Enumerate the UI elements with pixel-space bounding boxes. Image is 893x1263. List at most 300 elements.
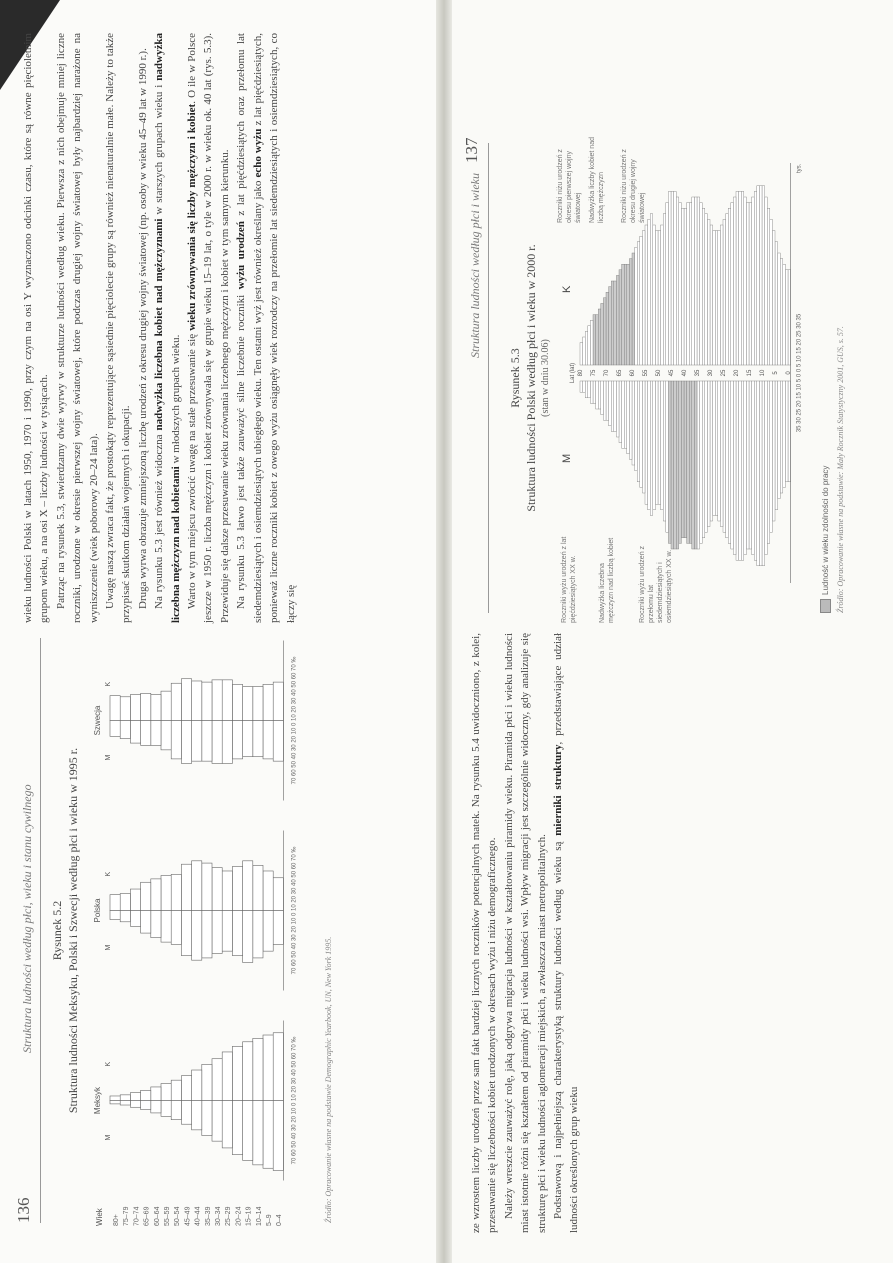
female-bar (746, 203, 749, 365)
pyramid-country-name: Polska (93, 898, 102, 923)
male-bar (627, 381, 630, 454)
male-bar (772, 381, 775, 521)
male-bar (141, 721, 151, 746)
female-bar (718, 231, 721, 365)
male-bar (765, 381, 768, 555)
female-bar (700, 203, 703, 365)
right-paragraph (501, 633, 550, 1233)
female-bar (273, 878, 283, 911)
figure-5-2-title: Struktura ludności Meksyku, Polski i Szwecji według płci i wieku w 1995 r. (66, 747, 80, 1114)
female-bar (707, 219, 710, 365)
female-bar (596, 315, 599, 365)
male-bar (640, 381, 643, 487)
female-bar (676, 197, 679, 365)
percent-axis-labels: 70 60 50 40 30 20 10 0 10 20 30 40 50 60 70 ‰ (291, 846, 298, 975)
male-bar (736, 381, 739, 560)
figure-5-2-label: Rysunek 5.2 (50, 900, 64, 961)
male-bar (243, 1101, 253, 1161)
right-paragraph (468, 633, 501, 1233)
male-bar (151, 1101, 161, 1113)
female-bar (622, 264, 625, 365)
annotation-wyz-1950s: Roczniki wyżu urodzeń z lat pięćdziesiątych XX w. (561, 536, 577, 623)
male-bar (603, 381, 606, 420)
male-bar (778, 381, 781, 499)
female-bar (583, 337, 586, 365)
female-bar (697, 197, 700, 365)
male-bar (141, 911, 151, 934)
female-bar (171, 874, 181, 910)
male-bar (689, 381, 692, 543)
age-tick-label: 25 (721, 369, 727, 377)
female-bar (130, 695, 140, 721)
text-run: Uwagę naszą zwraca fakt, że prostokąty reprezentujące sąsiednie pięciolecie grupy są również nienaturalnie małe. Należy to także przypisać skutkom działań wojennych i okupacji. (104, 33, 133, 623)
male-bar (243, 911, 253, 963)
female-bar (202, 1064, 212, 1100)
female-bar (243, 687, 253, 721)
male-bar (609, 381, 612, 426)
male-bar (700, 381, 703, 543)
male-bar (661, 381, 664, 510)
male-bar (720, 381, 723, 527)
male-label: M (105, 1134, 112, 1141)
female-bar (130, 889, 140, 910)
male-bar (728, 381, 731, 543)
female-bar (684, 208, 687, 365)
female-bar (741, 191, 744, 365)
text-run: w młodszych grupach wieku. (169, 334, 182, 467)
female-bar (681, 208, 684, 365)
female-bar (780, 259, 783, 365)
male-bar (585, 381, 588, 398)
age-group-label: 20–24 (235, 1206, 243, 1226)
right-running-head: Struktura ludności według płci i wieku (468, 173, 482, 358)
female-bar (263, 684, 273, 720)
female-bar (585, 331, 588, 365)
female-bar (728, 208, 731, 365)
male-bar (635, 381, 638, 471)
left-page-content (0, 0, 440, 1263)
male-bar (151, 721, 161, 746)
male-bar (687, 381, 690, 543)
female-bar (668, 191, 671, 365)
female-bar (733, 197, 736, 365)
male-bar (775, 381, 778, 510)
text-run: . O ile w Polsce jeszcze w 1950 r. liczba mężczyzn i kobiet zrównywała się w grupie wieku 15–19 lat, o tyle w 2000 r. w wieku ok. 40 lat (rys. 5.3). Przewiduje się dalsze przesuwanie wieku zrównania liczebnego mężczyzn i kobiet w tym samym kierunku. (186, 33, 231, 623)
figure-5-3-label: Rysunek 5.3 (508, 348, 522, 408)
age-group-label: 40–44 (194, 1206, 202, 1226)
male-bar (671, 381, 674, 549)
male-bar (741, 381, 744, 560)
male-bar (243, 721, 253, 757)
male-bar (192, 1101, 202, 1130)
female-bar (689, 203, 692, 365)
male-bar (192, 721, 202, 762)
female-bar (181, 864, 191, 910)
male-bar (726, 381, 729, 538)
male-bar (263, 911, 273, 952)
male-bar (273, 721, 283, 762)
female-bar (120, 894, 130, 911)
female-bar (614, 281, 617, 365)
female-bar (110, 696, 120, 721)
male-bar (681, 381, 684, 538)
legend-label: Ludność w wieku zdolności do pracy (821, 465, 830, 595)
male-bar (588, 381, 591, 398)
figure-5-3-source: Źródło: Opracowanie własne na podstawie: Mały Rocznik Statystyczny 2001, GUS, s. 57. (836, 326, 845, 613)
male-bar (757, 381, 760, 566)
male-bar (222, 911, 232, 952)
female-bar (679, 203, 682, 365)
count-axis-labels: 35 30 25 20 15 10 5 0 0 5 10 15 20 25 30 35 (796, 313, 803, 433)
male-bar (668, 381, 671, 543)
female-bar (151, 879, 161, 911)
left-page-number: 136 (14, 1197, 33, 1223)
male-bar (181, 911, 191, 956)
female-bar (616, 275, 619, 365)
male-bar (705, 381, 708, 532)
bold-term: wyżu urodzeń (235, 221, 248, 290)
female-bar (705, 214, 708, 365)
male-bar (171, 721, 181, 759)
female-bar (222, 680, 232, 721)
female-bar (694, 197, 697, 365)
female-bar (611, 281, 614, 365)
male-bar (161, 1101, 171, 1117)
female-bar (663, 214, 666, 365)
female-bar (785, 270, 788, 365)
male-bar (666, 381, 669, 532)
male-bar (715, 381, 718, 515)
count-axis-unit: tys. (796, 163, 803, 173)
female-bar (757, 186, 760, 365)
female-bar (192, 861, 202, 911)
female-bar (192, 681, 202, 721)
age-tick-label: 30 (708, 369, 714, 377)
female-bar (606, 292, 609, 365)
female-bar (692, 197, 695, 365)
male-bar (780, 381, 783, 493)
age-tick-label: 50 (656, 369, 662, 377)
male-bar (596, 381, 599, 409)
female-bar (202, 682, 212, 720)
age-tick-label: 10 (760, 369, 766, 377)
female-bar (744, 197, 747, 365)
female-bar (666, 203, 669, 365)
annotation-niz-ww1: Roczniki niżu urodzeń z okresu pierwszej wojny światowej (557, 149, 582, 223)
age-tick-label: 35 (695, 369, 701, 377)
age-tick-label: 75 (591, 369, 597, 377)
male-bar (624, 381, 627, 448)
age-tick-label: 65 (617, 369, 623, 377)
age-group-label: 50–54 (174, 1206, 182, 1226)
female-bar (627, 264, 630, 365)
male-bar (273, 1101, 283, 1171)
annotation-male-surplus: Nadwyżka liczebna mężczyzn nad liczbą kobiet (599, 537, 615, 623)
male-bar (202, 1101, 212, 1136)
male-bar (718, 381, 721, 521)
female-bar (120, 1095, 130, 1101)
female-bar (778, 253, 781, 365)
annotation-niz-ww2: Roczniki niżu urodzeń z okresu drugiej wojny światowej (621, 149, 646, 223)
male-bar (606, 381, 609, 420)
right-head-rule (488, 143, 489, 613)
female-bar (181, 679, 191, 721)
text-run: w starszych grupach wieku i (153, 80, 166, 219)
female-bar (590, 320, 593, 365)
male-bar (645, 381, 648, 504)
female-bar (731, 203, 734, 365)
male-bar (202, 911, 212, 958)
male-label: M (105, 944, 112, 951)
text-run: Należy wreszcie zauważyć rolę, jaką odgrywa migracja ludności w kształtowaniu piramidy wieku. Piramida płci i wieku ludności miast istotnie różni się kształtem od piramidy płci i wieku ludności wsi. Wpływ migracji jest szczególnie widoczny, gdy analizuje się strukturę płci i wieku ludności aglomeracji miejskich, a zwłaszcza miast metropolitalnych. (502, 633, 548, 1233)
female-bar (619, 270, 622, 365)
female-bar (752, 197, 755, 365)
female-bar (736, 191, 739, 365)
age-group-label: 65–69 (143, 1206, 151, 1226)
female-bar (632, 253, 635, 365)
female-bar (110, 895, 120, 911)
male-bar (679, 381, 682, 543)
female-bar (653, 225, 656, 365)
age-tick-label: 0 (786, 371, 792, 375)
male-bar (580, 381, 583, 392)
age-group-label: 55–59 (164, 1206, 171, 1226)
female-bar (749, 203, 752, 365)
male-bar (222, 1101, 232, 1148)
female-bar (202, 863, 212, 910)
age-group-label: 15–19 (245, 1206, 253, 1226)
male-bar (697, 381, 700, 549)
male-bar (629, 381, 632, 459)
left-paragraph (102, 33, 135, 623)
male-bar (616, 381, 619, 437)
age-tick-label: 5 (773, 371, 779, 375)
male-bar (192, 911, 202, 961)
female-bar (603, 298, 606, 365)
female-bar (151, 1087, 161, 1101)
age-group-label: 10–14 (255, 1206, 263, 1226)
age-tick-label: 60 (630, 369, 636, 377)
female-bar (130, 1093, 140, 1101)
female-bar (192, 1070, 202, 1100)
male-bar (253, 1101, 263, 1165)
age-tick-label: 45 (669, 369, 675, 377)
male-bar (744, 381, 747, 555)
female-bar (715, 231, 718, 365)
male-bar (212, 1101, 222, 1142)
male-bar (263, 1101, 273, 1169)
female-bar (161, 876, 171, 911)
female-bar (726, 214, 729, 365)
female-bar (141, 1090, 151, 1100)
male-label: M (561, 453, 573, 463)
age-tick-label: 55 (643, 369, 649, 377)
male-bar (637, 381, 640, 482)
female-bar (212, 1059, 222, 1101)
female-bar (759, 186, 762, 365)
female-bar (687, 203, 690, 365)
female-bar (232, 1046, 242, 1100)
male-bar (120, 721, 130, 739)
female-bar (710, 225, 713, 365)
male-bar (749, 381, 752, 549)
text-run: z lat pięćdziesiątych oraz przełomu lat siedemdziesiątych i osiemdziesiątych ubiegłego wieku. Ten ostatni wyż jest również określany jako (235, 33, 264, 623)
female-bar (141, 882, 151, 910)
figure-5-2-chart (88, 628, 318, 1228)
male-bar (151, 911, 161, 938)
female-bar (580, 343, 583, 365)
female-bar (723, 219, 726, 365)
text-run: Podstawową i najpełniejszą charakterystyką struktury ludności według wieku są (552, 835, 565, 1219)
male-bar (723, 381, 726, 532)
text-run: ze wzrostem liczby urodzeń przez sam fakt bardziej licznych roczników potencjalnych matek. Na rysunku 5.4 uwidoczniono, z kolei, przesuwanie się liczebności kobiet urodzonych w okresach wyżu i niżu demograficznego. (470, 633, 499, 1233)
male-bar (161, 721, 171, 750)
male-bar (653, 381, 656, 510)
male-bar (232, 721, 242, 759)
right-page-number: 137 (462, 137, 481, 163)
male-bar (632, 381, 635, 465)
age-group-label: 80+ (113, 1214, 120, 1226)
male-bar (232, 1101, 242, 1155)
female-bar (765, 197, 768, 365)
male-bar (676, 381, 679, 549)
female-bar (171, 683, 181, 720)
male-bar (253, 911, 263, 958)
female-bar (588, 326, 591, 365)
age-group-label: 75–79 (123, 1206, 131, 1226)
female-bar (273, 682, 283, 720)
male-bar (120, 1101, 130, 1106)
female-bar (739, 191, 742, 365)
female-bar (772, 231, 775, 365)
female-bar (609, 287, 612, 365)
male-bar (161, 911, 171, 943)
male-bar (253, 721, 263, 757)
age-group-label: 5–9 (266, 1214, 273, 1226)
male-bar (655, 381, 658, 504)
female-label: K (105, 871, 112, 877)
male-bar (130, 911, 140, 927)
female-bar (181, 1076, 191, 1101)
text-run: z lat pięćdziesiątych, ponieważ liczne roczniki kobiet z owego wyżu osiągnęły wiek rozrodczy na przełomie lat siedemdziesiątych i osiemdziesiątych, co łączy się (251, 32, 297, 623)
male-bar (181, 721, 191, 764)
female-bar (767, 208, 770, 365)
male-bar (754, 381, 757, 560)
male-bar (663, 381, 666, 521)
figure-5-3-title: Struktura ludności Polski według płci i wieku w 2000 r. (524, 244, 538, 512)
male-bar (702, 381, 705, 538)
female-bar (232, 866, 242, 910)
male-bar (648, 381, 651, 510)
female-bar (222, 1052, 232, 1101)
male-bar (590, 381, 593, 403)
left-paragraph (53, 33, 102, 623)
male-bar (770, 381, 773, 532)
left-paragraph (184, 33, 233, 623)
female-bar (593, 315, 596, 365)
female-bar (658, 231, 661, 365)
age-tick-label: 70 (604, 369, 610, 377)
age-group-label: 0–4 (276, 1214, 284, 1226)
male-bar (130, 721, 140, 744)
female-bar (674, 191, 677, 365)
male-bar (263, 721, 273, 759)
male-bar (684, 381, 687, 538)
female-bar (161, 691, 171, 720)
male-bar (622, 381, 625, 448)
female-bar (110, 1096, 120, 1101)
male-bar (171, 1101, 181, 1120)
female-bar (629, 259, 632, 365)
age-tick-label: 80 (578, 369, 584, 377)
female-bar (232, 684, 242, 720)
female-bar (171, 1080, 181, 1100)
text-run: , przedstawiające udział ludności określonych grup wieku (552, 633, 581, 1233)
female-bar (120, 697, 130, 721)
male-bar (762, 381, 765, 566)
bold-term: nadwyżka liczebna mężczyzn nad kobietami (153, 33, 182, 623)
age-tick-label: 15 (747, 369, 753, 377)
female-bar (263, 1035, 273, 1100)
male-bar (713, 381, 716, 515)
text-run: wieku ludności Polski w latach 1950, 1970 i 1990, przy czym na osi Y wyznaczono odcinki czasu, które są równe pięcioletnim grupom wieku, a na osi X – liczby ludności w tysiącach. (22, 33, 51, 623)
left-paragraph (151, 33, 184, 623)
female-bar (212, 868, 222, 911)
age-group-label: 30–34 (215, 1206, 222, 1226)
female-bar (642, 231, 645, 365)
pyramid-country-name: Meksyk (93, 1086, 102, 1115)
male-bar (619, 381, 622, 443)
female-bar (243, 861, 253, 911)
male-bar (785, 381, 788, 482)
male-bar (222, 721, 232, 764)
female-bar (253, 865, 263, 910)
female-bar (648, 219, 651, 365)
right-page-content (448, 0, 893, 1263)
figure-5-3-subtitle: (stan w dniu 30.06) (540, 339, 551, 417)
male-bar (746, 381, 749, 549)
male-bar (141, 1101, 151, 1110)
female-bar (243, 1042, 253, 1101)
male-bar (110, 1101, 120, 1104)
female-bar (598, 309, 601, 365)
female-bar (640, 236, 643, 365)
female-bar (655, 231, 658, 365)
age-axis-title: Wiek (95, 1208, 104, 1226)
male-bar (642, 381, 645, 493)
bold-term: nadwyżka liczebna kobiet nad mężczyznami (153, 218, 166, 431)
right-body-text (468, 633, 883, 1233)
age-tick-label: 20 (734, 369, 740, 377)
male-bar (110, 721, 120, 737)
text-run: Na rysunku 5.3 jest również widoczna (153, 430, 166, 609)
left-running-head: Struktura ludności według płci, wieku i stanu cywilnego (20, 784, 34, 1053)
age-label: Lat (lat) (570, 362, 576, 384)
female-bar (650, 214, 653, 365)
male-bar (733, 381, 736, 555)
age-group-label: 70–74 (133, 1206, 141, 1226)
male-bar (614, 381, 617, 431)
male-bar (202, 721, 212, 762)
age-group-label: 60–64 (153, 1206, 161, 1226)
male-bar (692, 381, 695, 549)
female-bar (720, 225, 723, 365)
annotation-female-surplus: Nadwyżka liczby kobiet nad liczbą mężczyzn (589, 137, 605, 223)
age-group-label: 25–29 (225, 1206, 233, 1226)
male-bar (601, 381, 604, 415)
bold-term: mierniki struktury (552, 744, 565, 836)
text-run: Warto w tym miejscu zwrócić uwagę na stałe przesuwanie się (186, 330, 199, 609)
